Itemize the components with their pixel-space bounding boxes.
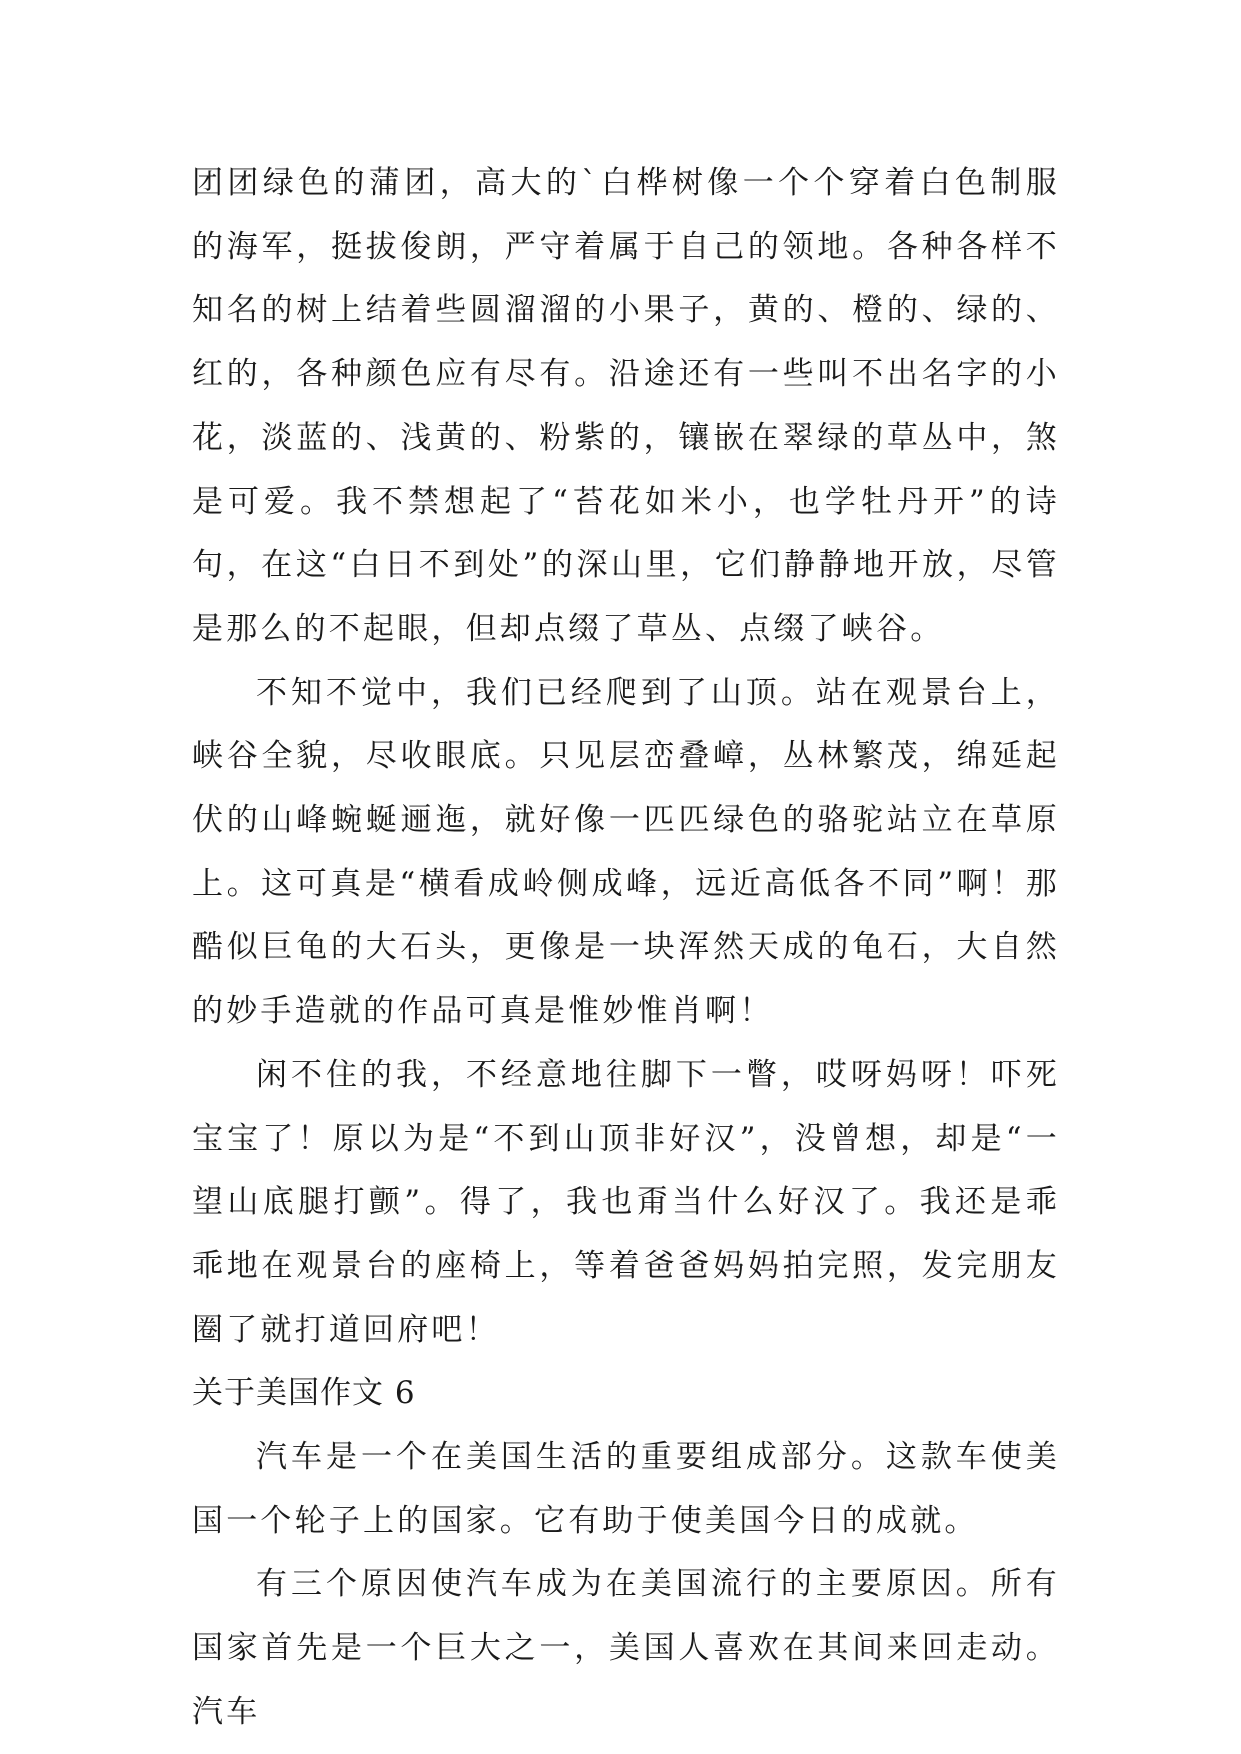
section-heading: 关于美国作文 6	[192, 1375, 416, 1412]
document-body	[192, 152, 1060, 1745]
paragraph-2: 不知不觉中，我们已经爬到了山顶。站在观景台上，峡谷全貌，尽收眼底。只见层峦叠嶂，丛林繁茂，绵延起伏的山峰蜿蜒逦迤，就好像一匹匹绿色的骆驼站立在草原上。这可真是“横看成岭侧成峰，远近高低各不同”啊！那酷似巨龟的大石头，更像是一块浑然天成的龟石，大自然的妙手造就的作品可真是惟妙惟肖啊！	[192, 674, 1060, 1030]
paragraph-3: 闲不住的我，不经意地往脚下一瞥，哎呀妈呀！吓死宝宝了！原以为是“不到山顶非好汉”，没曾想，却是“一望山底腿打颤”。得了，我也甭当什么好汉了。我还是乖乖地在观景台的座椅上，等着爸爸妈妈拍完照，发完朋友圈了就打道回府吧！	[192, 1056, 1060, 1348]
paragraph-4: 汽车是一个在美国生活的重要组成部分。这款车使美国一个轮子上的国家。它有助于使美国今日的成就。	[192, 1439, 1060, 1539]
paragraph-1: 团团绿色的蒲团，高大的`白桦树像一个个穿着白色制服的海军，挺拔俊朗，严守着属于自己的领地。各种各样不知名的树上结着些圆溜溜的小果子，黄的、橙的、绿的、红的，各种颜色应有尽有。沿途还有一些叫不出名字的小花，淡蓝的、浅黄的、粉紫的，镶嵌在翠绿的草丛中，煞是可爱。我不禁想起了“苔花如米小，也学牡丹开”的诗句，在这“白日不到处”的深山里，它们静静地开放，尽管是那么的不起眼，但却点缀了草丛、点缀了峡谷。	[192, 165, 1060, 647]
paragraph-5: 有三个原因使汽车成为在美国流行的主要原因。所有国家首先是一个巨大之一，美国人喜欢在其间来回走动。汽车	[192, 1566, 1060, 1730]
